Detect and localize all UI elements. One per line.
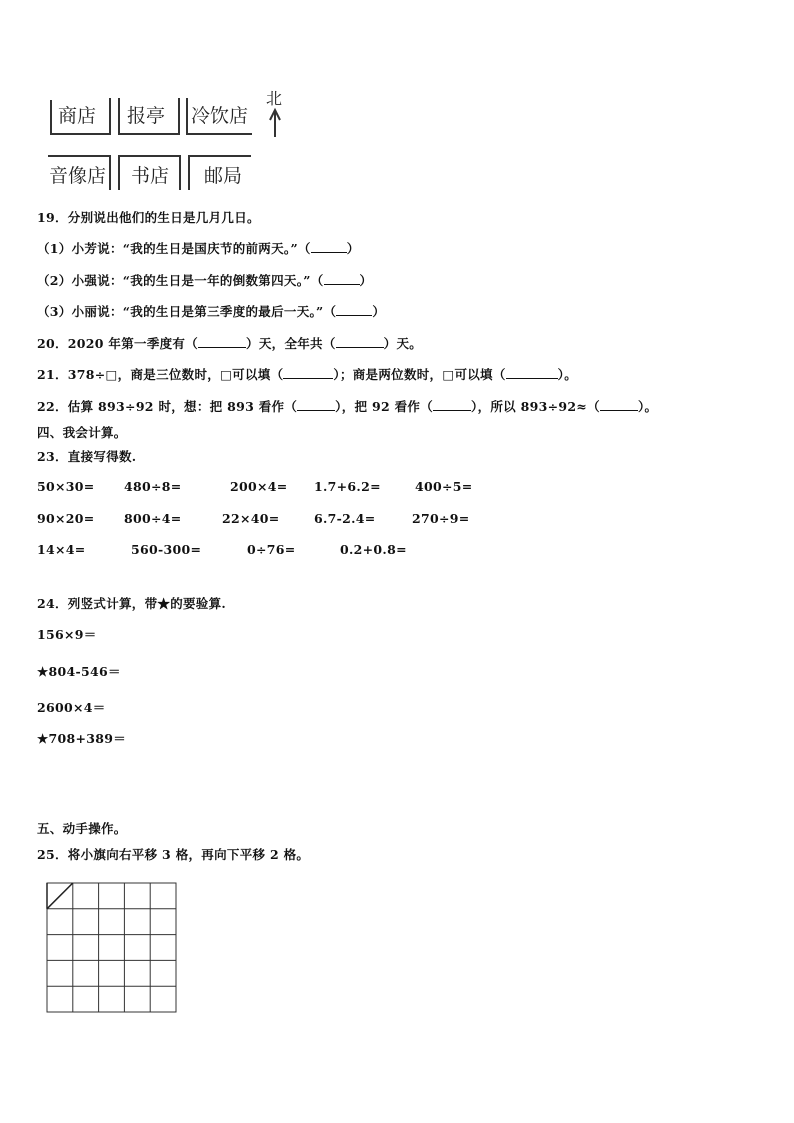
q23-problem: 14×4= bbox=[37, 542, 86, 557]
q23-problem: 0.2+0.8= bbox=[340, 542, 407, 557]
q21-part-c: ）。 bbox=[557, 367, 578, 382]
section-4-heading: 四、我会计算。 bbox=[37, 425, 127, 440]
q24-title: 24．列竖式计算，带★的要验算. bbox=[37, 596, 227, 611]
q19-item-3-close: ） bbox=[372, 304, 386, 319]
map-label-post-office: 邮局 bbox=[204, 165, 243, 187]
q23-problem: 1.7+6.2= bbox=[314, 479, 381, 494]
q23-problem: 800÷4= bbox=[124, 511, 182, 526]
q23-problem: 50×30= bbox=[37, 479, 95, 494]
q23-problem: 22×40= bbox=[222, 511, 280, 526]
section-5-heading: 五、动手操作。 bbox=[37, 821, 127, 836]
q23-problem: 400÷5= bbox=[415, 479, 473, 494]
q23-problem: 200×4= bbox=[230, 479, 288, 494]
q19-item-3-text: （3）小丽说：“我的生日是第三季度的最后一天。”（ bbox=[37, 304, 337, 319]
map-label-newsstand: 报亭 bbox=[127, 105, 166, 127]
q23-problem: 270÷9= bbox=[412, 511, 470, 526]
q22-part-a: 22．估算 893÷92 时，想：把 893 看作（ bbox=[37, 399, 298, 414]
q22-part-b: ），把 92 看作（ bbox=[335, 399, 434, 414]
map-label-bookstore: 书店 bbox=[131, 165, 170, 187]
map-label-shop: 商店 bbox=[58, 105, 97, 127]
q20-part-b: ）天，全年共（ bbox=[246, 336, 336, 351]
q23-title: 23．直接写得数. bbox=[37, 449, 137, 464]
flag-icon bbox=[47, 883, 73, 909]
q24-problem: 156×9＝ bbox=[37, 627, 97, 642]
q19-item-2-text: （2）小强说：“我的生日是一年的倒数第四天。”（ bbox=[37, 273, 324, 288]
q19-title: 19．分别说出他们的生日是几月几日。 bbox=[37, 210, 260, 225]
q19-item-1-text: （1）小芳说：“我的生日是国庆节的前两天。”（ bbox=[37, 241, 311, 256]
map-label-audio-video-shop: 音像店 bbox=[49, 165, 107, 187]
q23-problem: 0÷76= bbox=[247, 542, 296, 557]
q20-part-a: 20．2020 年第一季度有（ bbox=[37, 336, 199, 351]
q24-problem: 2600×4＝ bbox=[37, 700, 106, 715]
north-label: 北 bbox=[266, 89, 283, 108]
q22-part-c: ），所以 893÷92≈（ bbox=[471, 399, 600, 414]
q23-problem: 90×20= bbox=[37, 511, 95, 526]
q20-part-c: ）天。 bbox=[383, 336, 423, 351]
q21-part-b: ）；商是两位数时，□可以填（ bbox=[333, 367, 506, 382]
q23-problem: 6.7-2.4= bbox=[314, 511, 376, 526]
q23-problem: 560-300= bbox=[131, 542, 202, 557]
q21-part-a: 21．378÷□，商是三位数时，□可以填（ bbox=[37, 367, 284, 382]
q24-problem: ★804-546＝ bbox=[37, 664, 121, 679]
map-label-cold-drink-shop: 冷饮店 bbox=[191, 105, 249, 127]
q23-problem: 480÷8= bbox=[124, 479, 182, 494]
q19-item-1-close: ） bbox=[346, 241, 360, 256]
q19-item-2-close: ） bbox=[359, 273, 373, 288]
q25-title: 25．将小旗向右平移 3 格，再向下平移 2 格。 bbox=[37, 847, 310, 862]
q22-part-d: ）。 bbox=[637, 399, 658, 414]
q24-problem: ★708+389＝ bbox=[37, 731, 127, 746]
